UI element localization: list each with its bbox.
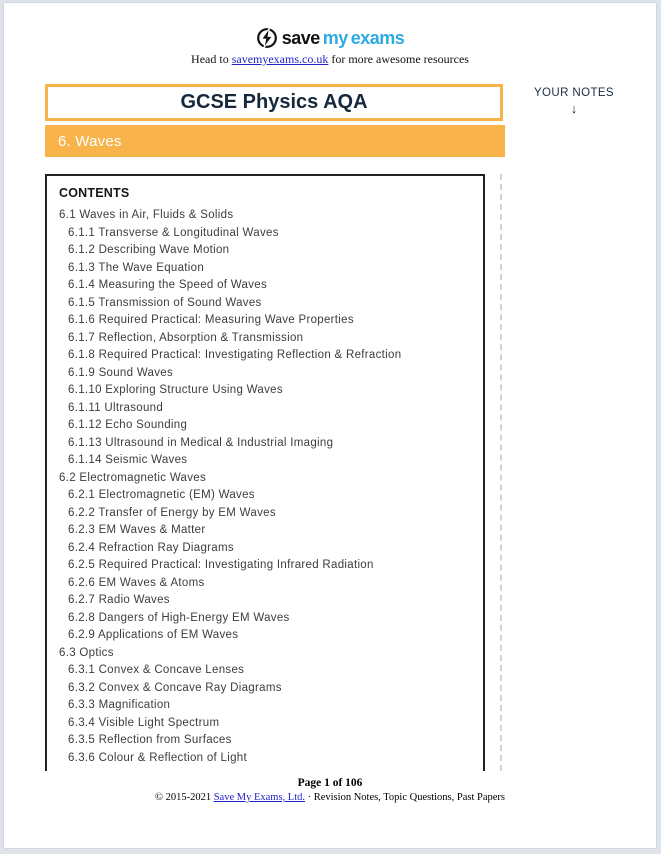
contents-item: 6.2.5 Required Practical: Investigating Infrared Radiation bbox=[68, 559, 374, 571]
contents-item: 6.2.3 EM Waves & Matter bbox=[68, 524, 206, 536]
contents-item: 6.2.4 Refraction Ray Diagrams bbox=[68, 541, 234, 554]
contents-item: 6.1.14 Seismic Waves bbox=[68, 454, 188, 466]
your-notes-column-header bbox=[529, 87, 619, 116]
contents-section-label: 6.3 Optics bbox=[59, 646, 114, 659]
contents-section-label: 6.1 Waves in Air, Fluids & Solids bbox=[59, 209, 234, 221]
contents-item: 6.1.12 Echo Sounding bbox=[68, 419, 188, 431]
save-my-exams-ltd-link[interactable]: Save My Exams, Ltd. bbox=[213, 792, 305, 803]
contents-item: 6.1.8 Required Practical: Investigating Reflection & Refraction bbox=[68, 349, 402, 361]
contents-section-label: 6.2 Electromagnetic Waves bbox=[59, 471, 207, 484]
contents-box bbox=[45, 174, 485, 771]
contents-item: 6.2.9 Applications of EM Waves bbox=[68, 629, 239, 641]
contents-item: 6.1.11 Ultrasound bbox=[68, 401, 164, 414]
logo-word-my: my bbox=[322, 27, 348, 48]
contents-item: 6.1.2 Describing Wave Motion bbox=[68, 244, 230, 256]
contents-item: 6.2.8 Dangers of High-Energy EM Waves bbox=[68, 611, 290, 624]
contents-item: 6.1.6 Required Practical: Measuring Wave Properties bbox=[68, 314, 354, 326]
down-arrow-icon: ↓ bbox=[570, 101, 578, 116]
contents-item: 6.3.3 Magnification bbox=[68, 699, 171, 711]
contents-item: 6.2.1 Electromagnetic (EM) Waves bbox=[68, 489, 255, 501]
contents-item: 6.3.1 Convex & Concave Lenses bbox=[68, 664, 245, 676]
header-tagline bbox=[4, 52, 656, 67]
topic-label: 6. Waves bbox=[58, 132, 122, 150]
logo-wordmark bbox=[282, 28, 405, 49]
logo-word-exams: exams bbox=[350, 27, 405, 48]
contents-item: 6.3.5 Reflection from Surfaces bbox=[68, 734, 232, 746]
topic-section-bar bbox=[45, 125, 505, 157]
contents-item: 6.1.5 Transmission of Sound Waves bbox=[68, 296, 262, 309]
page-title: GCSE Physics AQA bbox=[180, 91, 368, 113]
contents-item: 6.3.4 Visible Light Spectrum bbox=[68, 716, 220, 729]
copyright-suffix: · Revision Notes, Topic Questions, Past Papers bbox=[304, 792, 506, 803]
contents-heading: CONTENTS bbox=[59, 186, 130, 200]
notes-column-divider bbox=[500, 174, 502, 771]
contents-item: 6.1.3 The Wave Equation bbox=[68, 261, 205, 274]
lightning-bolt-circle-icon bbox=[256, 27, 278, 49]
savemyexams-link[interactable]: savemyexams.co.uk bbox=[231, 52, 329, 66]
copyright-prefix: © 2015-2021 bbox=[154, 792, 214, 803]
logo bbox=[4, 27, 656, 49]
contents-list bbox=[59, 207, 477, 767]
contents-item: 6.1.1 Transverse & Longitudinal Waves bbox=[68, 226, 279, 239]
logo-word-save: save bbox=[281, 27, 320, 48]
contents-item: 6.3.6 Colour & Reflection of Light bbox=[68, 751, 247, 764]
tagline-suffix: for more awesome resources bbox=[328, 52, 469, 66]
document-page bbox=[4, 3, 656, 848]
contents-item: 6.2.6 EM Waves & Atoms bbox=[68, 576, 205, 589]
contents-item: 6.3.2 Convex & Concave Ray Diagrams bbox=[68, 681, 282, 694]
contents-item: 6.1.4 Measuring the Speed of Waves bbox=[68, 279, 267, 291]
contents-item: 6.1.9 Sound Waves bbox=[68, 366, 174, 379]
contents-item: 6.1.7 Reflection, Absorption & Transmission bbox=[68, 331, 304, 344]
page-number: Page 1 of 106 bbox=[297, 777, 363, 789]
course-title-banner bbox=[45, 84, 503, 121]
tagline-prefix: Head to bbox=[191, 52, 232, 66]
your-notes-label: YOUR NOTES bbox=[533, 87, 615, 99]
copyright-line bbox=[4, 792, 656, 803]
contents-item: 6.1.10 Exploring Structure Using Waves bbox=[68, 384, 283, 396]
contents-item: 6.1.13 Ultrasound in Medical & Industrial Imaging bbox=[68, 436, 334, 449]
contents-item: 6.2.7 Radio Waves bbox=[68, 594, 170, 606]
contents-item: 6.2.2 Transfer of Energy by EM Waves bbox=[68, 506, 276, 519]
